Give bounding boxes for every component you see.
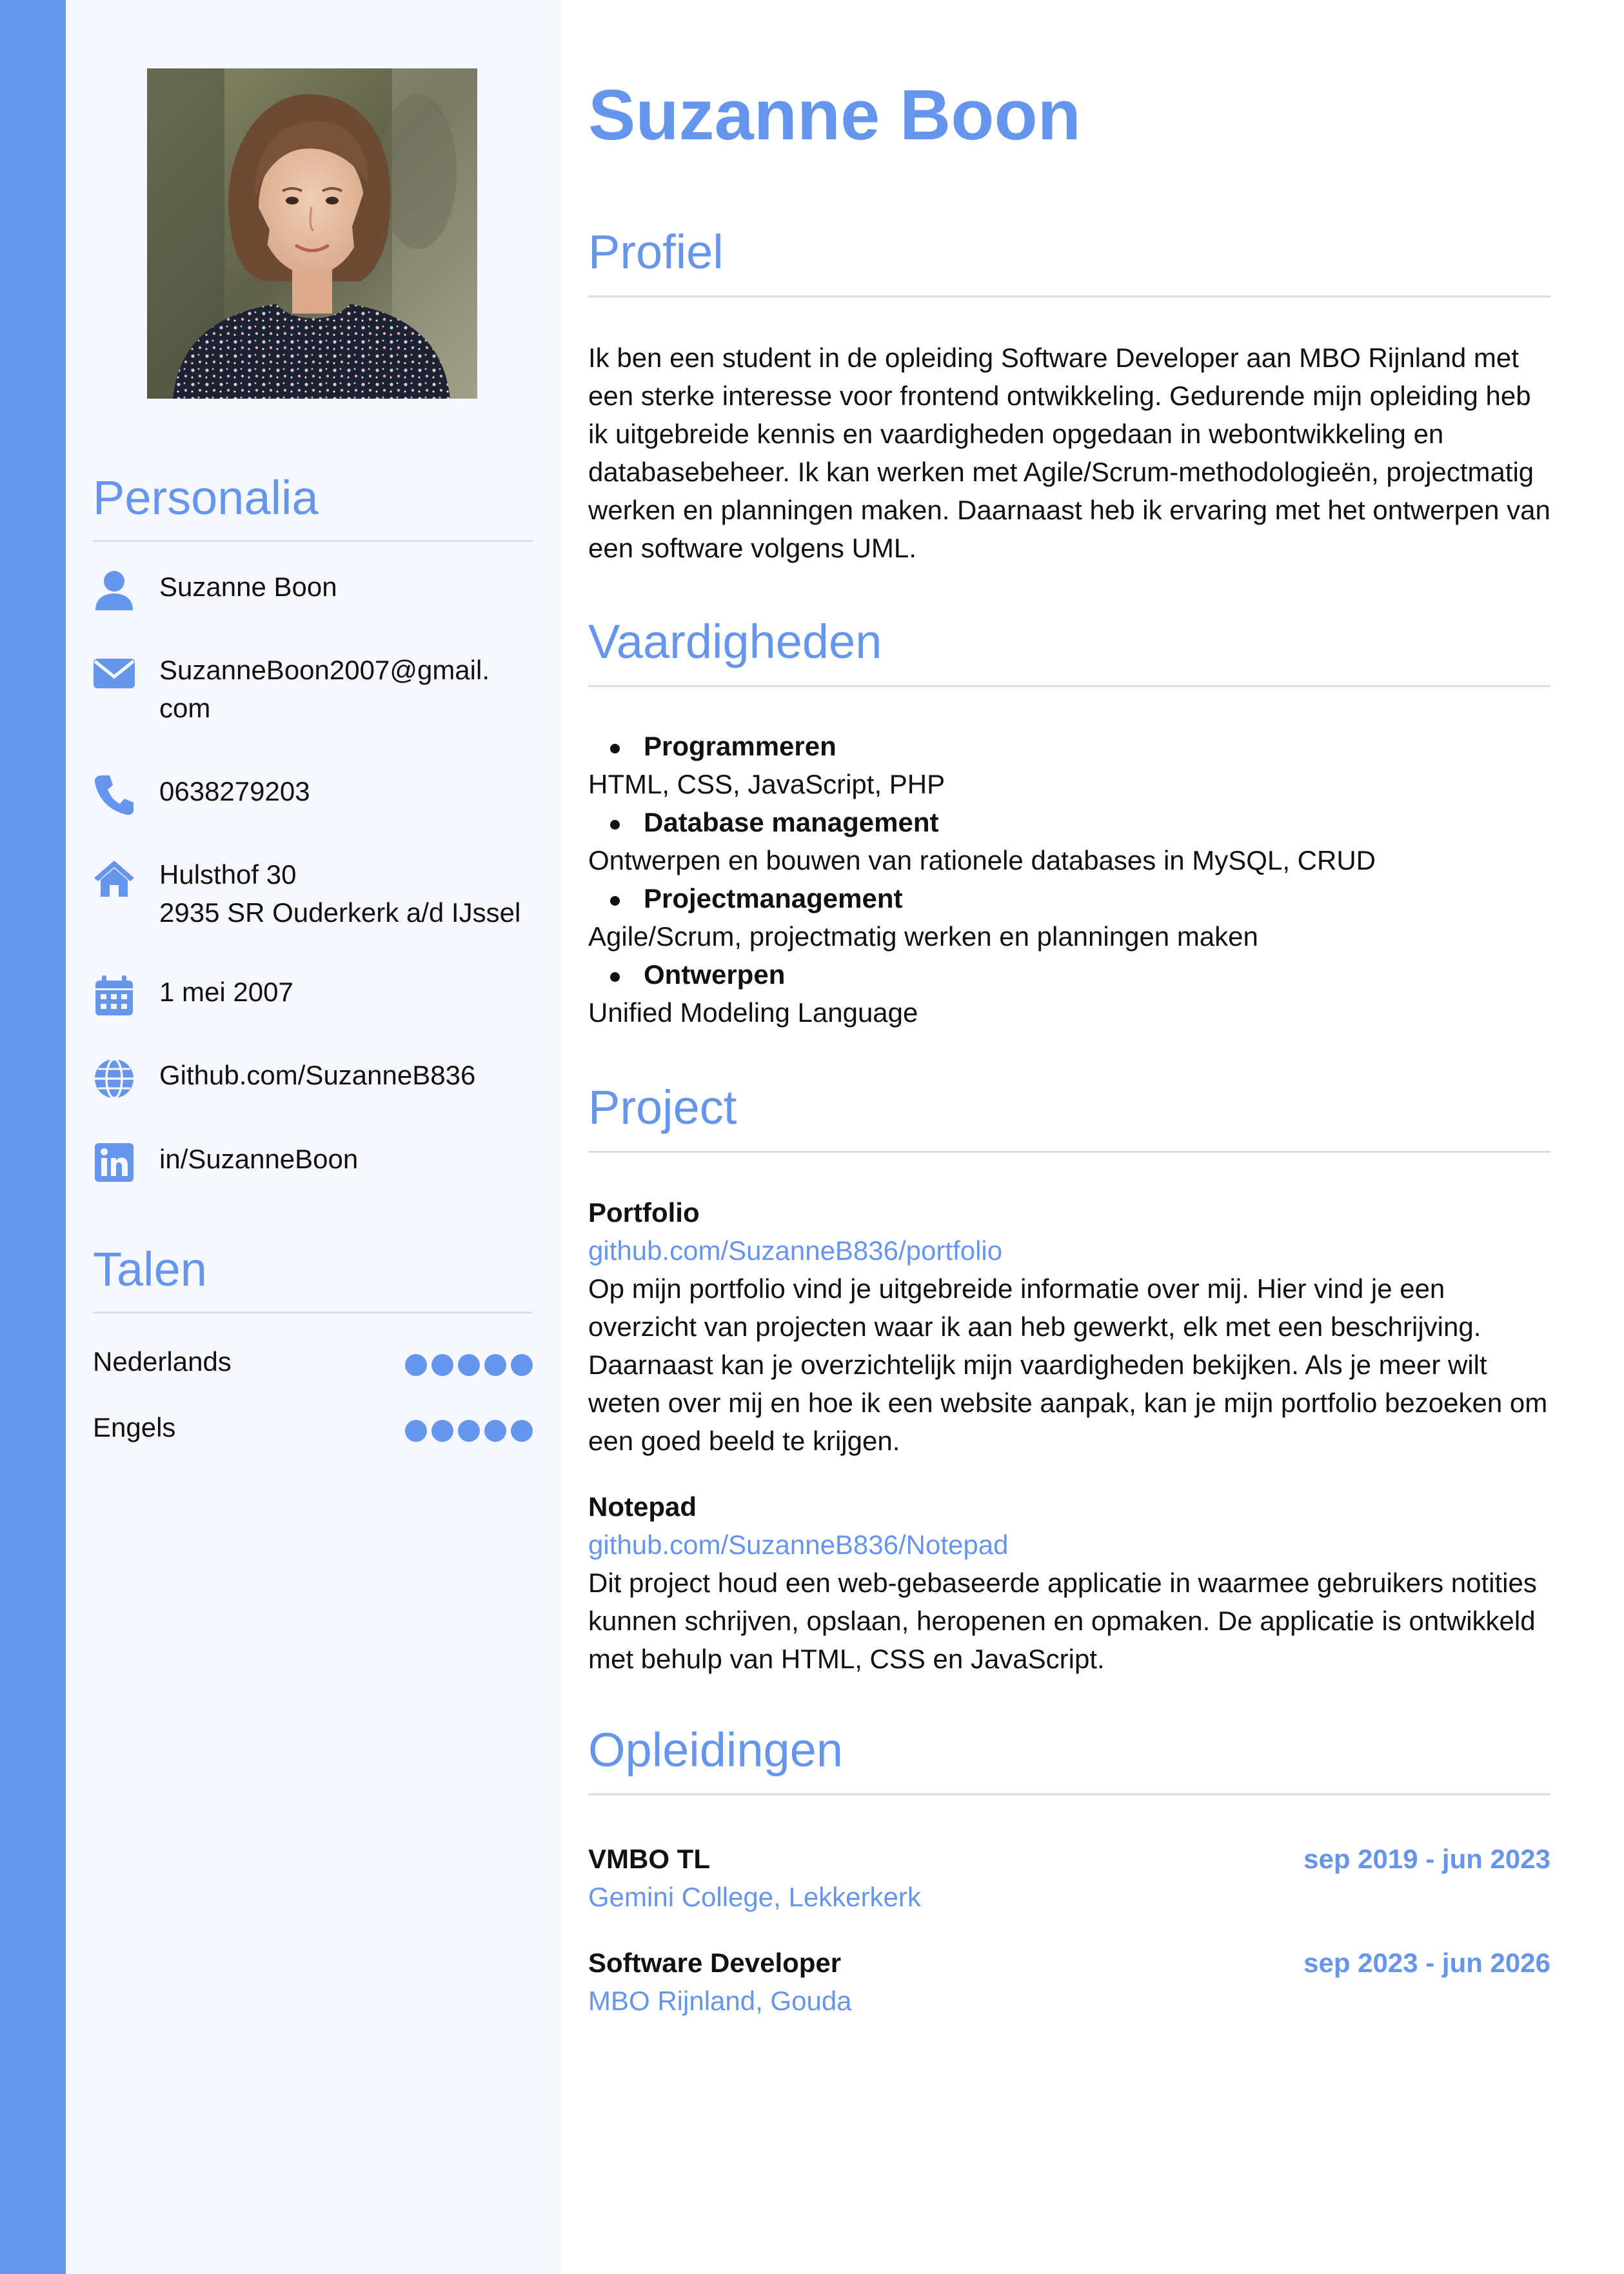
level-dot: [405, 1354, 427, 1376]
project-desc: Dit project houd een web-gebaseerde applicatie in waarmee gebruikers notities kunnen schrijven, opslaan, heropenen en opmaken. De applicatie is ontwikkeld met behulp van HTML, CSS en JavaScript.: [588, 1568, 1537, 1674]
level-dot: [484, 1354, 506, 1376]
skill-desc: Unified Modeling Language: [588, 997, 918, 1028]
education-place: MBO Rijnland, Gouda: [588, 1986, 852, 2016]
skill-desc: Agile/Scrum, projectmatig werken en planningen maken: [588, 921, 1258, 952]
linkedin-icon: [93, 1141, 135, 1184]
portrait-image: [147, 68, 477, 399]
opleidingen-heading: Opleidingen: [588, 1726, 1550, 1795]
personalia-heading: Personalia: [93, 474, 533, 542]
vaardigheden-section: [588, 615, 1550, 687]
project-item: [588, 1488, 1550, 1678]
skill-name: Projectmanagement: [588, 879, 1550, 917]
language-row: [93, 1408, 533, 1447]
home-icon: [93, 857, 135, 899]
contact-address-text: Hulsthof 30 2935 SR Ouderkerk a/d IJssel: [159, 859, 521, 928]
contact-birthdate-text: 1 mei 2007: [159, 977, 293, 1007]
language-row: [93, 1342, 533, 1381]
personalia-section: [93, 471, 533, 542]
project-title: Portfolio: [588, 1197, 700, 1228]
contact-phone-text[interactable]: 0638279203: [159, 776, 310, 806]
profiel-heading: Profiel: [588, 228, 1550, 297]
level-dot: [431, 1420, 453, 1442]
accent-bar: [0, 0, 66, 2274]
project-link[interactable]: github.com/SuzanneB836/Notepad: [588, 1530, 1009, 1560]
level-dot: [458, 1420, 480, 1442]
skill-name: Database management: [588, 803, 1550, 841]
contact-email-text[interactable]: SuzanneBoon2007@gmail. com: [159, 655, 490, 723]
skill-name: Ontwerpen: [588, 955, 1550, 993]
envelope-icon: [93, 652, 135, 695]
skill-name: Programmeren: [588, 727, 1550, 765]
level-dot: [431, 1354, 453, 1376]
contact-linkedin-text[interactable]: in/SuzanneBoon: [159, 1144, 359, 1174]
education-place: Gemini College, Lekkerkerk: [588, 1882, 921, 1912]
level-dot: [405, 1420, 427, 1442]
opleidingen-section: [588, 1723, 1550, 1795]
project-section: [588, 1081, 1550, 1153]
level-dot: [484, 1420, 506, 1442]
project-item: [588, 1193, 1550, 1460]
education-date: sep 2023 - jun 2026: [1303, 1948, 1550, 1978]
talen-section: [93, 1242, 533, 1313]
calendar-icon: [93, 974, 135, 1017]
phone-icon: [93, 773, 135, 816]
education-date: sep 2019 - jun 2023: [1303, 1844, 1550, 1874]
level-dot: [458, 1354, 480, 1376]
skill-desc: HTML, CSS, JavaScript, PHP: [588, 769, 946, 799]
education-item: [588, 1840, 1550, 1916]
person-icon: [93, 569, 135, 612]
language-level-dots: [405, 1354, 533, 1376]
level-dot: [511, 1420, 533, 1442]
language-name: Engels: [93, 1412, 176, 1442]
contact-name-text: Suzanne Boon: [159, 572, 337, 602]
vaardigheden-heading: Vaardigheden: [588, 618, 1550, 687]
project-heading: Project: [588, 1084, 1550, 1153]
language-name: Nederlands: [93, 1346, 232, 1377]
skills-list: [588, 727, 1550, 1032]
project-title: Notepad: [588, 1491, 697, 1522]
contact-github-text[interactable]: Github.com/SuzanneB836: [159, 1060, 476, 1090]
page-title: Suzanne Boon: [588, 75, 1081, 155]
level-dot: [511, 1354, 533, 1376]
project-desc: Op mijn portfolio vind je uitgebreide informatie over mij. Hier vind je een overzicht van projecten waar ik aan heb gewerkt, elk met een beschrijving. Daarnaast kan je overzichtelijk mijn vaardigheden bekijken. Als je meer wilt weten over mij en hoe ik een website aanpak, kan je mijn portfolio bezoeken om een goed beeld te krijgen.: [588, 1273, 1548, 1456]
profiel-section: [588, 225, 1550, 297]
education-item: [588, 1944, 1550, 2020]
profile-photo: [147, 68, 477, 399]
project-link[interactable]: github.com/SuzanneB836/portfolio: [588, 1235, 1003, 1266]
language-level-dots: [405, 1420, 533, 1442]
education-title: VMBO TL: [588, 1844, 710, 1874]
globe-icon: [93, 1057, 135, 1100]
education-title: Software Developer: [588, 1948, 842, 1978]
profiel-text: Ik ben een student in de opleiding Software Developer aan MBO Rijnland met een sterke interesse voor frontend ontwikkeling. Gedurende mijn opleiding heb ik uitgebreide kennis en vaardigheden opgedaan in webontwikkeling en databasebeheer. Ik kan werken met Agile/Scrum-methodologieën, projectmatig werken en planningen maken. Daarnaast heb ik ervaring met het ontwerpen van een software volgens UML.: [588, 343, 1550, 563]
talen-heading: Talen: [93, 1246, 533, 1313]
skill-desc: Ontwerpen en bouwen van rationele databases in MySQL, CRUD: [588, 845, 1376, 875]
